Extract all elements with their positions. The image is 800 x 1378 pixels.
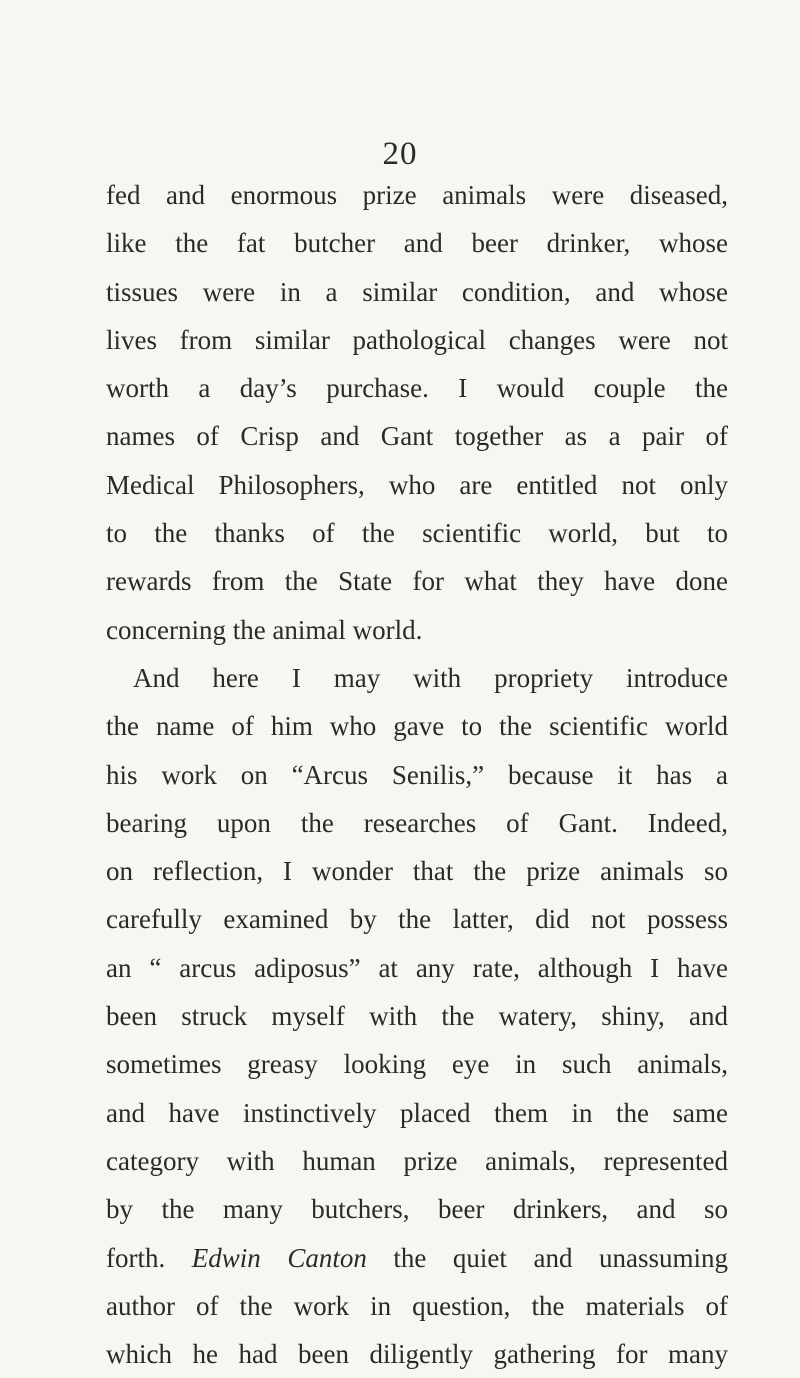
text-line: which he had been diligently gathering for many	[106, 1339, 728, 1370]
text-line: his work on “Arcus Senilis,” because it has a	[106, 759, 728, 790]
line-text-before: forth.	[106, 1242, 192, 1273]
text-line: by the many butchers, beer drinkers, and so	[106, 1194, 728, 1225]
text-line: and have instinctively placed them in the same	[106, 1097, 728, 1128]
paragraph-start-line: And here I may with propriety introduce	[133, 662, 728, 693]
text-line: the name of him who gave to the scientific world	[106, 711, 728, 742]
text-line: carefully examined by the latter, did not possess	[106, 904, 728, 935]
italic-author-name: Edwin Canton	[191, 1242, 367, 1273]
text-line: an “ arcus adiposus” at any rate, although I have	[106, 952, 728, 983]
text-line: category with human prize animals, represented	[106, 1145, 728, 1176]
paragraph-end-line: concerning the animal world.	[106, 614, 423, 645]
text-line: sometimes greasy looking eye in such animals,	[106, 1049, 728, 1080]
text-line: rewards from the State for what they have done	[106, 566, 728, 597]
text-line: been struck myself with the watery, shiny, and	[106, 1001, 728, 1032]
text-line-with-name	[106, 1234, 728, 1282]
text-line: names of Crisp and Gant together as a pair of	[106, 421, 728, 452]
text-line: to the thanks of the scientific world, but to	[106, 518, 728, 549]
text-line: author of the work in question, the materials of	[106, 1290, 728, 1321]
text-line: like the fat butcher and beer drinker, whose	[106, 228, 728, 259]
text-line: bearing upon the researches of Gant. Indeed,	[106, 807, 728, 838]
text-line: Medical Philosophers, who are entitled not only	[106, 469, 728, 500]
page-number: 20	[382, 136, 418, 172]
text-line: lives from similar pathological changes were not	[106, 324, 728, 355]
text-line: worth a day’s purchase. I would couple the	[106, 373, 728, 404]
line-text-after: the quiet and unassuming	[366, 1242, 728, 1273]
text-line: fed and enormous prize animals were diseased,	[106, 180, 728, 210]
body-text	[106, 171, 728, 1378]
text-line: on reflection, I wonder that the prize animals so	[106, 856, 728, 887]
text-line: tissues were in a similar condition, and whose	[106, 276, 728, 307]
